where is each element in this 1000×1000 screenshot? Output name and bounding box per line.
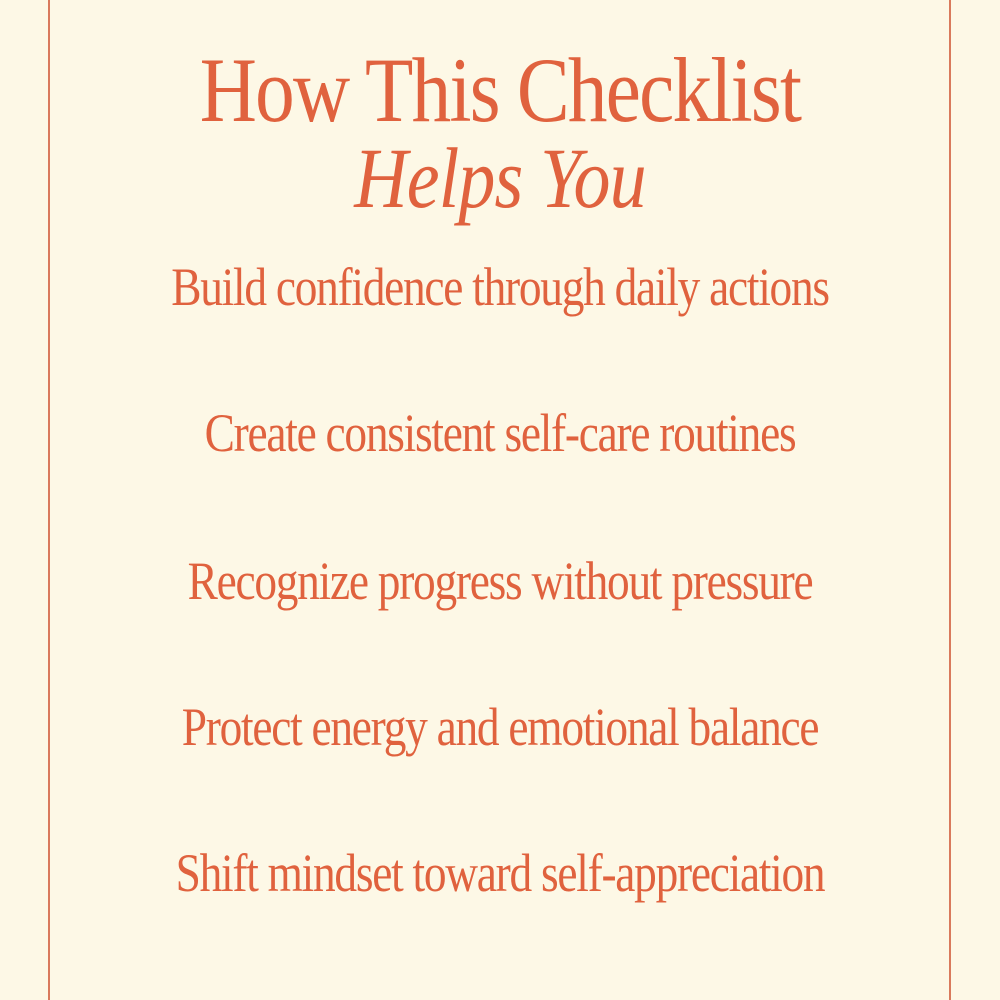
benefit-item: Protect energy and emotional balance — [181, 697, 819, 757]
left-border-rule — [48, 0, 50, 1000]
right-border-rule — [949, 0, 951, 1000]
benefit-item: Build confidence through daily actions — [171, 257, 829, 317]
page-title: How This Checklist — [199, 39, 801, 141]
benefit-item: Shift mindset toward self-appreciation — [175, 843, 825, 903]
benefit-item: Recognize progress without pressure — [187, 551, 813, 611]
page-subtitle: Helps You — [354, 130, 646, 226]
benefit-item: Create consistent self-care routines — [204, 403, 796, 463]
